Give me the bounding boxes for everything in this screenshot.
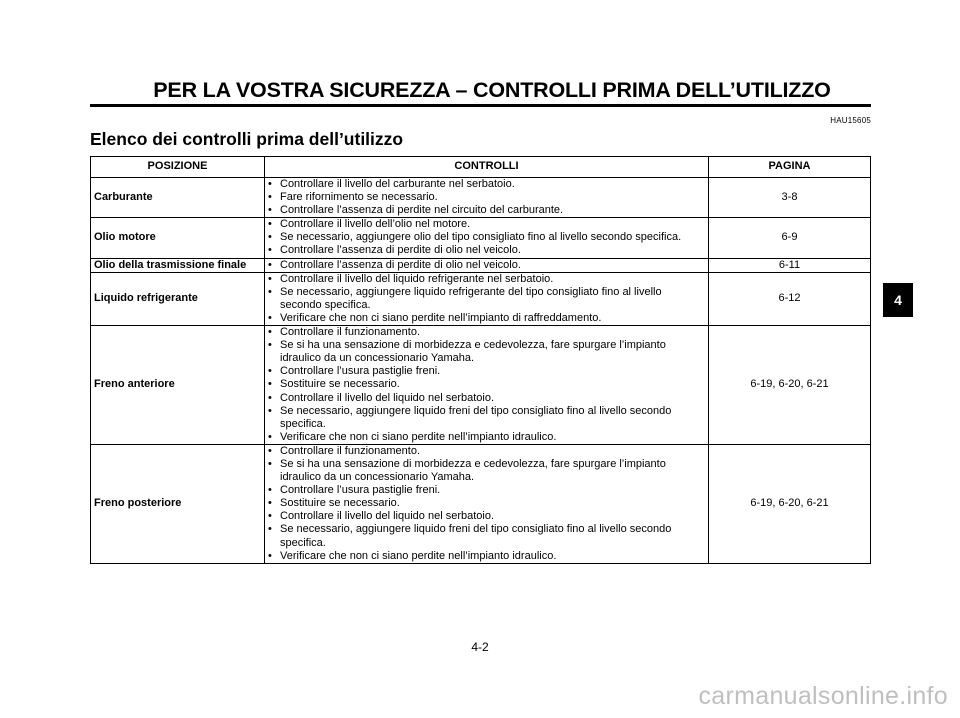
check-item: [268, 273, 705, 286]
check-item: [268, 405, 705, 431]
row-page-cell: 6-12: [709, 272, 871, 325]
row-position-cell: Liquido refrigerante: [91, 272, 265, 325]
column-header-page: PAGINA: [709, 157, 871, 178]
row-checks-cell: [265, 178, 709, 218]
bullet-icon: •: [268, 497, 272, 510]
bullet-icon: •: [268, 444, 272, 457]
bullet-icon: •: [268, 285, 272, 298]
row-checks-cell: [265, 444, 709, 563]
row-page-cell: 3-8: [709, 178, 871, 218]
check-item-text: Se necessario, aggiungere liquido freni del tipo consigliato fino al livello secondo specifica.: [280, 523, 672, 549]
check-item: [268, 204, 705, 217]
bullet-icon: •: [268, 510, 272, 523]
bullet-icon: •: [268, 204, 272, 217]
table-row: [91, 178, 871, 218]
check-item-text: Controllare l’assenza di perdite di olio nel veicolo.: [280, 258, 521, 271]
check-item: [268, 286, 705, 312]
bullet-icon: •: [268, 272, 272, 285]
check-item-text: Verificare che non ci siano perdite nell’impianto idraulico.: [280, 549, 557, 562]
row-page-cell: 6-9: [709, 218, 871, 258]
row-checks-cell: [265, 326, 709, 445]
row-page-cell: 6-19, 6-20, 6-21: [709, 444, 871, 563]
column-header-position: POSIZIONE: [91, 157, 265, 178]
document-code: HAU15605: [830, 116, 871, 125]
check-item-text: Sostituire se necessario.: [280, 378, 400, 391]
table-row: [91, 444, 871, 563]
row-position-cell: Carburante: [91, 178, 265, 218]
check-item: [268, 484, 705, 497]
check-item-text: Controllare il funzionamento.: [280, 326, 421, 339]
check-item-text: Controllare l’assenza di perdite nel circuito del carburante.: [280, 204, 564, 217]
check-item: [268, 445, 705, 458]
table-row: [91, 326, 871, 445]
check-item-text: Se necessario, aggiungere olio del tipo consigliato fino al livello secondo specifica.: [280, 231, 682, 244]
row-page-cell: 6-11: [709, 258, 871, 272]
row-checks-cell: [265, 218, 709, 258]
check-item-text: Controllare il livello del liquido nel serbatoio.: [280, 391, 495, 404]
pre-operation-checklist-table: [90, 156, 871, 564]
bullet-icon: •: [268, 339, 272, 352]
row-page-cell: 6-19, 6-20, 6-21: [709, 326, 871, 445]
row-checks-cell: [265, 272, 709, 325]
check-item-text: Controllare il livello del liquido nel serbatoio.: [280, 510, 495, 523]
check-item-text: Verificare che non ci siano perdite nell’impianto idraulico.: [280, 430, 557, 443]
check-item: [268, 523, 705, 549]
check-item: [268, 497, 705, 510]
page-header-title: PER LA VOSTRA SICUREZZA – CONTROLLI PRIMA DELL’UTILIZZO: [153, 78, 831, 102]
header-rule: [90, 104, 871, 107]
page-number: 4-2: [471, 640, 489, 654]
table-row: [91, 258, 871, 272]
bullet-icon: •: [268, 523, 272, 536]
column-header-checks: CONTROLLI: [265, 157, 709, 178]
table-row: [91, 218, 871, 258]
check-item: [268, 365, 705, 378]
table-header-row: [91, 157, 871, 178]
bullet-icon: •: [268, 191, 272, 204]
section-title: Elenco dei controlli prima dell’utilizzo: [90, 129, 404, 149]
bullet-icon: •: [268, 326, 272, 339]
check-item: [268, 259, 705, 272]
row-checks-cell: [265, 258, 709, 272]
check-item-text: Se si ha una sensazione di morbidezza e cedevolezza, fare spurgare l’impianto idraulico da un concessionario Yamaha.: [280, 457, 666, 484]
check-item-text: Controllare il livello del carburante nel serbatoio.: [280, 178, 515, 190]
bullet-icon: •: [268, 457, 272, 470]
check-item: [268, 231, 705, 244]
bullet-icon: •: [268, 231, 272, 244]
check-item-text: Sostituire se necessario.: [280, 497, 400, 510]
bullet-icon: •: [268, 391, 272, 404]
check-item: [268, 431, 705, 444]
check-item: [268, 178, 705, 191]
check-item: [268, 458, 705, 484]
check-item-text: Controllare il livello del liquido refrigerante nel serbatoio.: [280, 272, 554, 285]
check-item: [268, 312, 705, 325]
check-item-text: Controllare l’usura pastiglie freni.: [280, 484, 441, 497]
check-item-text: Fare rifornimento se necessario.: [280, 191, 438, 204]
check-item-text: Se si ha una sensazione di morbidezza e cedevolezza, fare spurgare l’impianto idraulico da un concessionario Yamaha.: [280, 339, 666, 365]
row-position-cell: Freno posteriore: [91, 444, 265, 563]
check-item: [268, 326, 705, 339]
check-item-text: Controllare l’usura pastiglie freni.: [280, 365, 441, 378]
bullet-icon: •: [268, 311, 272, 324]
bullet-icon: •: [268, 549, 272, 562]
check-item: [268, 392, 705, 405]
chapter-tab: 4: [883, 283, 913, 317]
check-item: [268, 339, 705, 365]
check-item: [268, 378, 705, 391]
row-position-cell: Olio motore: [91, 218, 265, 258]
check-item-text: Verificare che non ci siano perdite nell’impianto di raffreddamento.: [280, 311, 602, 324]
bullet-icon: •: [268, 484, 272, 497]
check-item-text: Se necessario, aggiungere liquido refrigerante del tipo consigliato fino al livello secondo specifica.: [280, 285, 662, 311]
check-item: [268, 510, 705, 523]
check-item: [268, 218, 705, 231]
bullet-icon: •: [268, 378, 272, 391]
bullet-icon: •: [268, 218, 272, 231]
row-position-cell: Olio della trasmissione finale: [91, 258, 265, 272]
check-item: [268, 244, 705, 257]
table-body: [91, 178, 871, 564]
check-item: [268, 191, 705, 204]
bullet-icon: •: [268, 404, 272, 417]
check-item-text: Controllare il livello dell’olio nel motore.: [280, 218, 471, 231]
watermark: carmanualsonline.info: [698, 682, 948, 710]
bullet-icon: •: [268, 430, 272, 443]
table-row: [91, 272, 871, 325]
check-item-text: Controllare l’assenza di perdite di olio nel veicolo.: [280, 244, 521, 257]
check-item-text: Controllare il funzionamento.: [280, 444, 421, 457]
bullet-icon: •: [268, 244, 272, 257]
bullet-icon: •: [268, 365, 272, 378]
check-item-text: Se necessario, aggiungere liquido freni del tipo consigliato fino al livello secondo specifica.: [280, 404, 672, 430]
bullet-icon: •: [268, 178, 272, 190]
bullet-icon: •: [268, 258, 272, 271]
check-item: [268, 550, 705, 563]
row-position-cell: Freno anteriore: [91, 326, 265, 445]
